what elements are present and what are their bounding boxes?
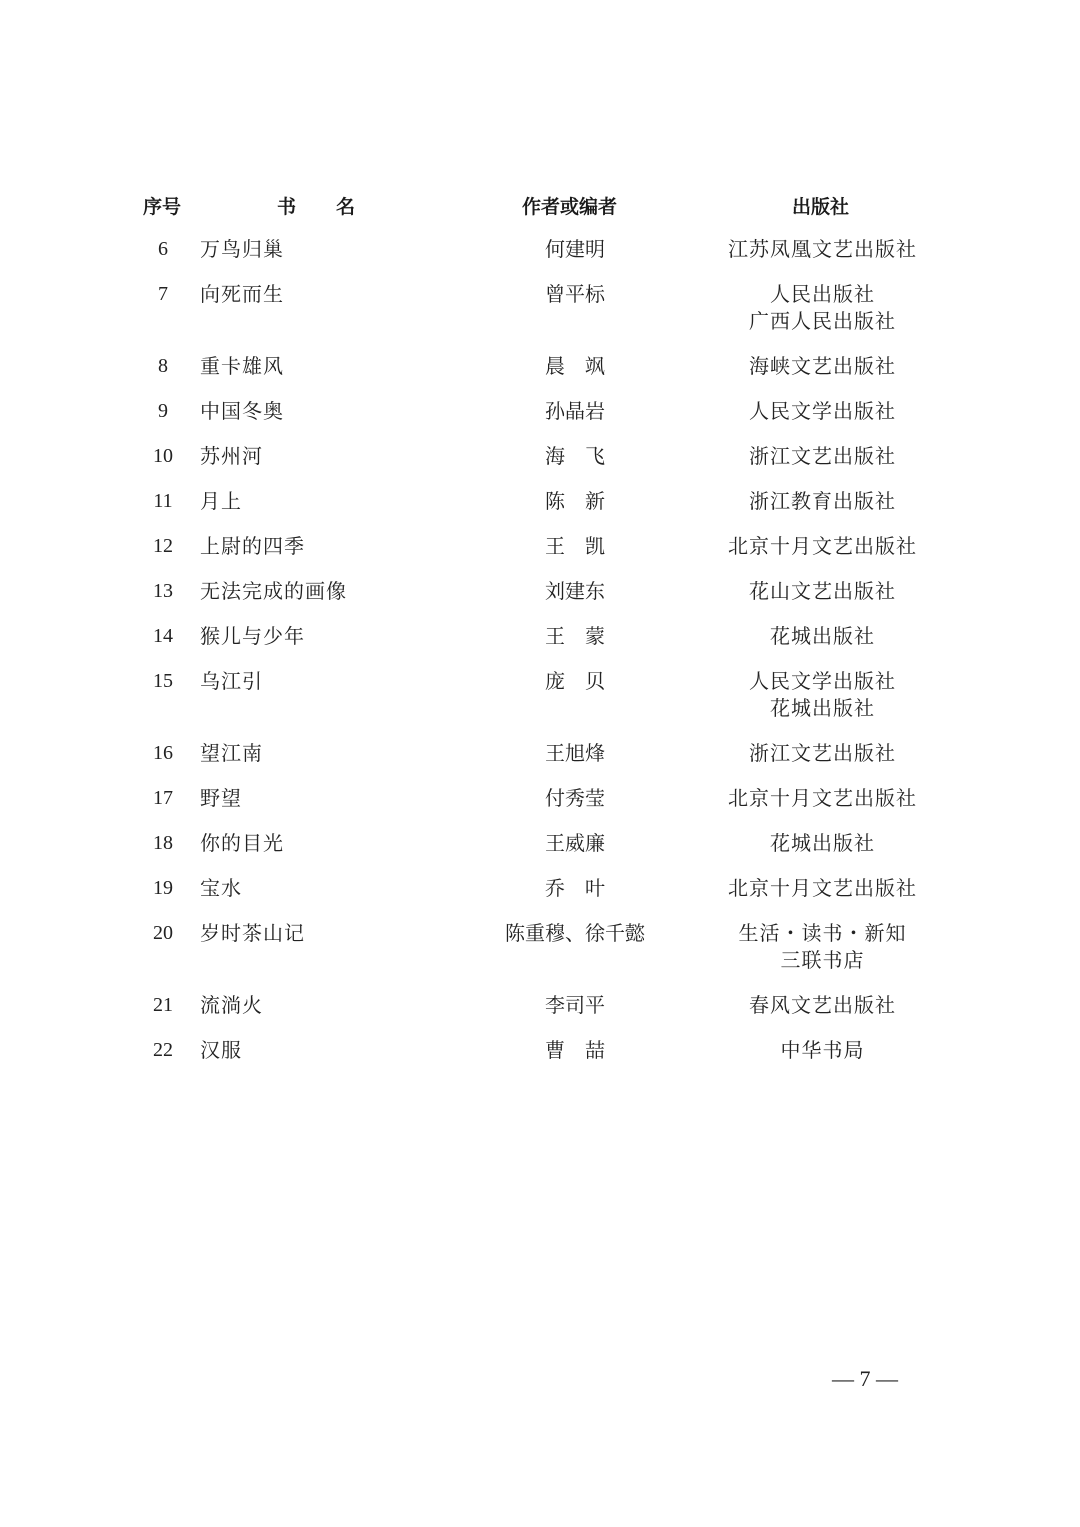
row-publisher [700,992,945,1019]
row-publisher [700,578,945,605]
table-body [0,236,1080,1082]
publisher-line: 北京十月文艺出版社 [728,534,917,558]
row-author: 王旭烽 [545,741,605,765]
table-row [0,488,1080,533]
row-title: 流淌火 [200,993,263,1017]
row-author: 孙晶岩 [545,399,605,423]
table-row [0,353,1080,398]
row-author: 李司平 [545,993,605,1017]
table-row [0,668,1080,740]
page-number: — 7 — [832,1366,898,1391]
publisher-line: 浙江文艺出版社 [749,741,896,765]
row-title: 向死而生 [200,282,284,306]
header-title: 书名 [277,196,396,218]
table-row [0,992,1080,1037]
row-seq: 7 [158,283,168,305]
row-publisher [700,830,945,857]
row-author: 庞 贝 [545,669,605,693]
row-title: 乌江引 [200,669,263,693]
row-seq: 15 [153,670,173,692]
publisher-line: 三联书店 [780,948,865,972]
row-title: 望江南 [200,741,263,765]
row-seq: 8 [158,355,168,377]
publisher-line: 生活・读书・新知 [738,921,907,945]
row-seq: 9 [158,400,168,422]
publisher-line: 江苏凤凰文艺出版社 [728,237,917,261]
row-author: 王 蒙 [545,624,605,648]
row-publisher [700,875,945,902]
header-publisher: 出版社 [792,196,850,218]
row-author: 王 凯 [545,534,605,558]
row-publisher [700,398,945,425]
row-seq: 11 [153,490,173,512]
row-author: 晨 飒 [545,354,605,378]
publisher-line: 北京十月文艺出版社 [728,876,917,900]
table-row [0,533,1080,578]
row-title: 重卡雄风 [200,354,284,378]
row-seq: 19 [153,877,173,899]
publisher-line: 中华书局 [780,1038,865,1062]
publisher-line: 浙江文艺出版社 [749,444,896,468]
row-title: 野望 [200,786,242,810]
row-seq: 16 [153,742,173,764]
row-author: 海 飞 [545,444,605,468]
table-row [0,236,1080,281]
publisher-line: 广西人民出版社 [749,309,896,333]
row-seq: 20 [153,922,173,944]
row-publisher [700,236,945,263]
table-row [0,578,1080,623]
row-title: 汉服 [200,1038,242,1062]
table-header [0,192,1080,222]
row-title: 苏州河 [200,444,263,468]
row-publisher [700,668,945,722]
publisher-line: 花山文艺出版社 [749,579,896,603]
table-row [0,785,1080,830]
row-publisher [700,1037,945,1064]
row-author: 付秀莹 [545,786,605,810]
publisher-line: 人民文学出版社 [749,669,896,693]
row-author: 陈重穆、徐千懿 [505,921,645,945]
row-seq: 10 [153,445,173,467]
row-publisher [700,443,945,470]
row-author: 何建明 [545,237,605,261]
row-author: 陈 新 [545,489,605,513]
row-author: 王威廉 [545,831,605,855]
row-title: 你的目光 [200,831,284,855]
header-seq: 序号 [143,196,182,218]
publisher-line: 花城出版社 [770,624,875,648]
row-seq: 18 [153,832,173,854]
table-row [0,875,1080,920]
row-title: 猴儿与少年 [200,624,305,648]
row-seq: 17 [153,787,173,809]
publisher-line: 人民文学出版社 [749,399,896,423]
row-seq: 21 [153,994,173,1016]
row-seq: 22 [153,1039,173,1061]
row-publisher [700,623,945,650]
table-row [0,281,1080,353]
row-publisher [700,488,945,515]
table-row [0,740,1080,785]
table-row [0,443,1080,488]
row-author: 刘建东 [545,579,605,603]
table-row [0,398,1080,443]
row-publisher [700,740,945,767]
row-author: 曾平标 [545,282,605,306]
table-row [0,623,1080,668]
row-title: 岁时茶山记 [200,921,305,945]
table-row [0,1037,1080,1082]
row-seq: 6 [158,238,168,260]
publisher-line: 花城出版社 [770,696,875,720]
row-title: 上尉的四季 [200,534,305,558]
row-author: 曹 喆 [545,1038,605,1062]
row-title: 宝水 [200,876,242,900]
publisher-line: 春风文艺出版社 [749,993,896,1017]
row-author: 乔 叶 [545,876,605,900]
row-publisher [700,353,945,380]
table-row [0,830,1080,875]
row-publisher [700,281,945,335]
publisher-line: 海峡文艺出版社 [749,354,896,378]
publisher-line: 北京十月文艺出版社 [728,786,917,810]
publisher-line: 人民出版社 [770,282,875,306]
publisher-line: 花城出版社 [770,831,875,855]
table-row [0,920,1080,992]
row-publisher [700,533,945,560]
row-seq: 12 [153,535,173,557]
row-seq: 14 [153,625,173,647]
header-author: 作者或编者 [522,196,618,218]
row-title: 万鸟归巢 [200,237,284,261]
row-publisher [700,920,945,974]
publisher-line: 浙江教育出版社 [749,489,896,513]
row-title: 中国冬奥 [200,399,284,423]
row-seq: 13 [153,580,173,602]
row-publisher [700,785,945,812]
row-title: 月上 [200,489,242,513]
row-title: 无法完成的画像 [200,579,347,603]
